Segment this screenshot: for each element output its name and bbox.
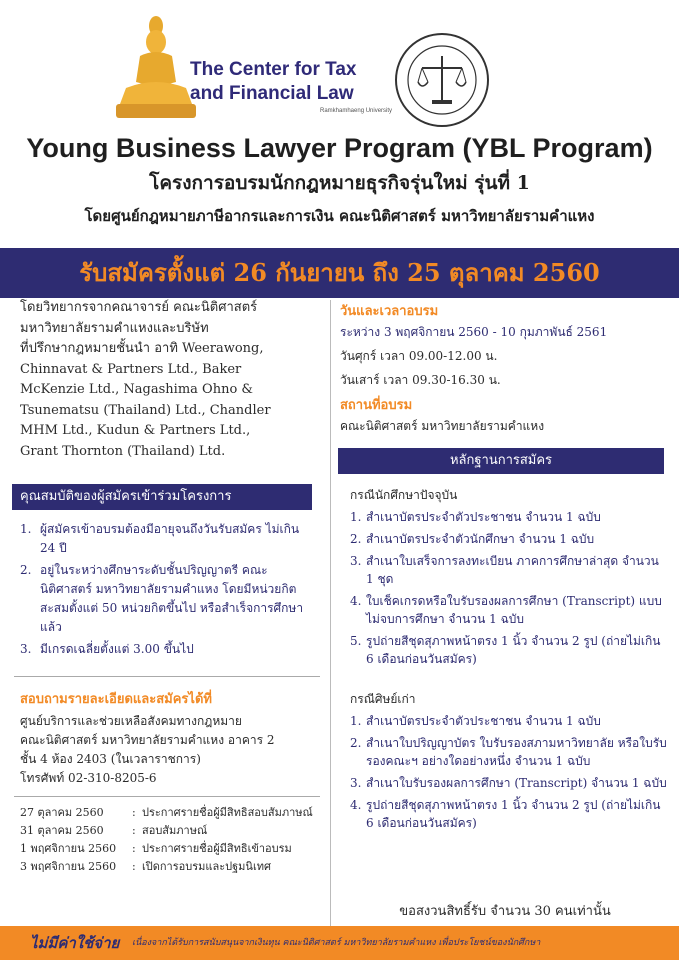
training-place-heading: สถานที่อบรม — [340, 398, 413, 413]
list-item: 3. มีเกรดเฉลี่ยตั้งแต่ 3.00 ขึ้นไป — [20, 642, 194, 656]
footer-bar — [0, 926, 679, 960]
quota-note: ขอสงวนสิทธิ์รับ จำนวน 30 คนเท่านั้น — [399, 904, 611, 919]
list-item: 4. รูปถ่ายสีชุดสุภาพหน้าตรง 1 นิ้ว จำนวน 2 รูป (ถ่ายไม่เกิน 6 เดือนก่อนวันสมัคร) — [350, 798, 661, 830]
qualifications-list — [20, 520, 315, 662]
list-item: 1. สำเนาบัตรประจำตัวประชาชน จำนวน 1 ฉบับ — [350, 510, 601, 524]
program-title-english: Young Business Lawyer Program (YBL Program) — [26, 133, 653, 163]
list-item: 3. สำเนาใบรับรองผลการศึกษา (Transcript) จำนวน 1 ฉบับ — [350, 776, 667, 790]
training-friday: วันศุกร์ เวลา 09.00-12.00 น. — [340, 349, 498, 363]
training-time-heading: วันและเวลาอบรม — [340, 304, 439, 319]
free-of-charge: ไม่มีค่าใช้จ่าย — [30, 934, 120, 952]
list-item: 2. สำเนาใบปริญญาบัตร ใบรับรองสภามหาวิทยาลัย หรือใบรับรองคณะฯ อย่างใดอย่างหนึ่ง จำนวน 1 ฉบับ — [350, 736, 667, 768]
schedule-row: 27 ตุลาคม 2560 : ประกาศรายชื่อผู้มีสิทธิสอบสัมภาษณ์ — [20, 806, 313, 819]
student-case-heading: กรณีนักศึกษาปัจจุบัน — [350, 488, 458, 502]
divider — [14, 796, 320, 797]
buddha-statue-logo-icon — [112, 12, 200, 122]
student-documents-list — [350, 508, 670, 672]
contact-heading: สอบถามรายละเอียดและสมัครได้ที่ — [20, 692, 212, 707]
registration-banner — [0, 248, 679, 298]
training-date-range: ระหว่าง 3 พฤศจิกายน 2560 - 10 กุมภาพันธ์ 2561 — [340, 325, 608, 339]
alumni-documents-list — [350, 712, 670, 836]
schedule-row: 31 ตุลาคม 2560 : สอบสัมภาษณ์ — [20, 824, 208, 837]
list-item: 4. ใบเช็คเกรดหรือใบรับรองผลการศึกษา (Transcript) แบบไม่จบการศึกษา จำนวน 1 ฉบับ — [350, 594, 662, 626]
schedule-row: 3 พฤศจิกายน 2560 : เปิดการอบรมและปฐมนิเทศ — [20, 860, 271, 873]
alumni-case-heading: กรณีศิษย์เก่า — [350, 692, 416, 706]
contact-info: ศูนย์บริการและช่วยเหลือสังคมทางกฎหมาย คณะนิติศาสตร์ มหาวิทยาลัยรามคำแหง อาคาร 2 ชั้น 4 ห้อง 2403 (ในเวลาราชการ) โทรศัพท์ 02-310-8205-6 — [20, 712, 320, 788]
program-organizer: โดยศูนย์กฎหมายภาษีอากรและการเงิน คณะนิติศาสตร์ มหาวิทยาลัยรามคำแหง — [84, 207, 595, 225]
list-item: 3. สำเนาใบเสร็จการลงทะเบียน ภาคการศึกษาล่าสุด จำนวน 1 ชุด — [350, 554, 659, 586]
column-divider — [330, 300, 331, 930]
list-item: 2. สำเนาบัตรประจำตัวนักศึกษา จำนวน 1 ฉบับ — [350, 532, 595, 546]
list-item: 1. สำเนาบัตรประจำตัวประชาชน จำนวน 1 ฉบับ — [350, 714, 601, 728]
registration-period: รับสมัครตั้งแต่ 26 กันยายน ถึง 25 ตุลาคม 2560 — [79, 258, 600, 287]
speakers-intro: โดยวิทยากรจากคณาจารย์ คณะนิติศาสตร์ มหาวิทยาลัยรามคำแหงและบริษัท ที่ปรึกษากฎหมายชั้นนำ อาทิ Weerawong, Chinnavat & Partners Ltd., Baker McKenzie Ltd., Nagashima Ohno & Tsunematsu (Thailand) Ltd., Chandler MHM Ltd., Kudun & Partners Ltd., Grant Thornton (Thailand) Ltd. — [20, 300, 271, 459]
list-item: 1. ผู้สมัครเข้าอบรมต้องมีอายุจนถึงวันรับสมัคร ไม่เกิน 24 ปี — [20, 522, 300, 555]
list-item: 5. รูปถ่ายสีชุดสุภาพหน้าตรง 1 นิ้ว จำนวน 2 รูป (ถ่ายไม่เกิน 6 เดือนก่อนวันสมัคร) — [350, 634, 661, 666]
documents-heading: หลักฐานการสมัคร — [338, 448, 664, 474]
funding-note: เนื่องจากได้รับการสนับสนุนจากเงินทุน คณะนิติศาสตร์ มหาวิทยาลัยรามคำแหง เพื่อประโยชน์ของนักศึกษา — [132, 938, 541, 948]
list-item: 2. อยู่ในระหว่างศึกษาระดับชั้นปริญญาตรี คณะนิติศาสตร์ มหาวิทยาลัยรามคำแหง โดยมีหน่วยกิตสะสมตั้งแต่ 50 หน่วยกิตขึ้นไป หรือสำเร็จการศึกษาแล้ว — [20, 563, 304, 634]
qualifications-heading: คุณสมบัติของผู้สมัครเข้าร่วมโครงการ — [12, 484, 312, 510]
schedule-row: 1 พฤศจิกายน 2560 : ประกาศรายชื่อผู้มีสิทธิเข้าอบรม — [20, 842, 292, 855]
schedule-list — [20, 804, 330, 876]
center-subtitle: Ramkhamhaeng University — [320, 108, 393, 114]
training-place: คณะนิติศาสตร์ มหาวิทยาลัยรามคำแหง — [340, 419, 545, 433]
program-title-thai: โครงการอบรมนักกฎหมายธุรกิจรุ่นใหม่ รุ่นที่ 1 — [149, 172, 530, 194]
contact-phone: โทรศัพท์ 02-310-8205-6 — [20, 771, 157, 785]
divider — [14, 676, 320, 677]
training-saturday: วันเสาร์ เวลา 09.30-16.30 น. — [340, 373, 501, 387]
program-titles — [0, 130, 679, 230]
center-name: The Center for Tax and Financial Law — [190, 59, 357, 104]
header — [0, 0, 679, 128]
faculty-seal-logo-icon — [392, 30, 492, 130]
